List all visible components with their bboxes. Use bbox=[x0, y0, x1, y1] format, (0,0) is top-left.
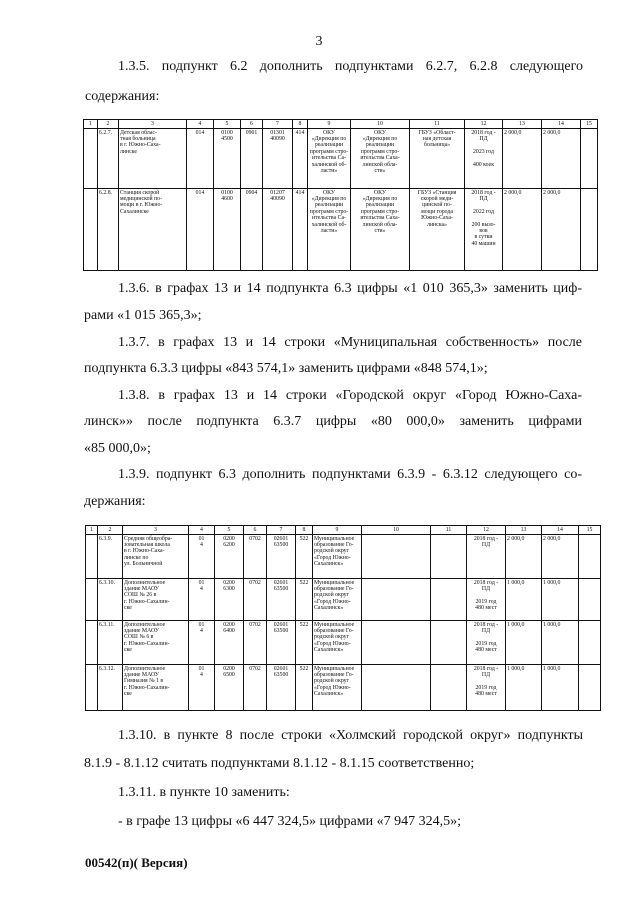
code-col-8: 522 bbox=[296, 665, 313, 711]
column-number-9: 9 bbox=[313, 526, 362, 535]
column-number-12: 12 bbox=[467, 526, 506, 535]
code-col-8: 522 bbox=[296, 535, 313, 579]
col-11-organization bbox=[431, 535, 467, 579]
col-10-organization bbox=[362, 579, 431, 621]
col-10-organization bbox=[362, 535, 431, 579]
table-row bbox=[84, 129, 598, 189]
object-name: Дополнительное здание МАОУ СОШ № 26 в г. Южно-Сахалин- ске bbox=[123, 579, 189, 621]
page-number: 3 bbox=[315, 34, 323, 49]
col-12-timeline: 2018 год - ПД bbox=[467, 535, 506, 579]
paragraph-1-3-11-item: - в графе 13 цифры «6 447 324,5» цифрами «7 947 324,5»; bbox=[118, 814, 461, 829]
col-14-amount: 1 000,0 bbox=[542, 621, 579, 665]
code-col-5: 0200 6200 bbox=[215, 535, 244, 579]
column-number-1: 1 bbox=[84, 120, 98, 129]
col-11-organization bbox=[431, 579, 467, 621]
code-col-4: 014 bbox=[187, 129, 214, 189]
paragraph-1-3-5-line-2: содержания: bbox=[85, 89, 160, 104]
code-col-5: 0200 6500 bbox=[215, 665, 244, 711]
table-row bbox=[86, 579, 601, 621]
column-number-9: 9 bbox=[308, 120, 351, 129]
code-col-4: 01 4 bbox=[189, 665, 215, 711]
paragraph-1-3-9-line-1: 1.3.9. подпункт 6.3 дополнить подпунктами 6.3.9 - 6.3.12 следующего со- bbox=[118, 467, 582, 482]
document-code-footer: 00542(п)( Версия) bbox=[85, 855, 188, 870]
column-number-10: 10 bbox=[362, 526, 431, 535]
paragraph-1-3-10-line-2: 8.1.9 - 8.1.12 считать подпунктами 8.1.12 - 8.1.15 соответственно; bbox=[84, 756, 475, 771]
col-15-value bbox=[581, 129, 598, 189]
object-name: Средняя общеобра- зовательная школа в г. Южно-Саха- линске по ул. Больничной bbox=[123, 535, 189, 579]
col-10-organization bbox=[362, 665, 431, 711]
table-subitems-6-2 bbox=[83, 119, 598, 271]
table-header-row bbox=[86, 526, 601, 535]
col-15-value bbox=[581, 189, 598, 271]
code-col-4: 01 4 bbox=[189, 579, 215, 621]
col-11-organization: ГБУЗ «Станция скорой меди- цинской по- мощи города Южно-Саха- линска» bbox=[410, 189, 465, 271]
code-col-7: 01301 40090 bbox=[263, 129, 293, 189]
column-number-13: 13 bbox=[503, 120, 542, 129]
paragraph-1-3-7-line-1: 1.3.7. в графах 13 и 14 строки «Муниципальная собственность» после bbox=[118, 335, 582, 350]
code-col-5: 0100 4600 bbox=[214, 189, 241, 271]
code-col-7: 02601 63500 bbox=[267, 535, 296, 579]
code-col-6: 0702 bbox=[244, 621, 267, 665]
column-number-11: 11 bbox=[410, 120, 465, 129]
code-col-6: 0702 bbox=[244, 535, 267, 579]
table-row bbox=[86, 665, 601, 711]
code-col-8: 522 bbox=[296, 621, 313, 665]
paragraph-1-3-9-line-2: держания: bbox=[84, 494, 146, 509]
paragraph-1-3-6-line-1: 1.3.6. в графах 13 и 14 подпункта 6.3 цифры «1 010 365,3» заменить циф- bbox=[118, 281, 582, 296]
item-number: 6.3.12. bbox=[98, 665, 123, 711]
col-12-timeline: 2018 год - ПД 2023 год 400 коек bbox=[465, 129, 503, 189]
column-number-4: 4 bbox=[187, 120, 214, 129]
code-col-7: 02601 63500 bbox=[267, 621, 296, 665]
column-number-5: 5 bbox=[214, 120, 241, 129]
object-name: Станция скорой медицинской по- мощи в г. Южно- Сахалинске bbox=[119, 189, 187, 271]
item-number: 6.3.9. bbox=[98, 535, 123, 579]
column-number-15: 15 bbox=[579, 526, 601, 535]
column-number-2: 2 bbox=[98, 526, 123, 535]
row-marker bbox=[84, 129, 98, 189]
col-14-amount: 2 000,0 bbox=[542, 535, 579, 579]
table-header-row bbox=[84, 120, 598, 129]
col-12-timeline: 2018 год - ПД 2022 год 200 вызо- вов в сутки 40 машин bbox=[465, 189, 503, 271]
col-12-timeline: 2018 год - ПД 2019 год 480 мест bbox=[467, 579, 506, 621]
col-15-value bbox=[579, 621, 601, 665]
row-marker bbox=[86, 535, 98, 579]
col-13-amount: 2 000,0 bbox=[503, 129, 542, 189]
column-number-6: 6 bbox=[241, 120, 263, 129]
column-number-6: 6 bbox=[244, 526, 267, 535]
column-number-2: 2 bbox=[98, 120, 119, 129]
code-col-5: 0200 6400 bbox=[215, 621, 244, 665]
paragraph-1-3-6-line-2: рами «1 015 365,3»; bbox=[84, 308, 202, 323]
column-number-14: 14 bbox=[542, 120, 581, 129]
column-number-4: 4 bbox=[189, 526, 215, 535]
column-number-7: 7 bbox=[263, 120, 293, 129]
code-col-7: 02601 63500 bbox=[267, 579, 296, 621]
col-15-value bbox=[579, 579, 601, 621]
row-marker bbox=[86, 579, 98, 621]
item-number: 6.2.7. bbox=[98, 129, 119, 189]
paragraph-1-3-7-line-2: подпункта 6.3.3 цифры «843 574,1» заменить цифрами «848 574,1»; bbox=[84, 361, 488, 376]
table-row bbox=[86, 535, 601, 579]
column-number-3: 3 bbox=[123, 526, 189, 535]
col-13-amount: 1 000,0 bbox=[506, 621, 542, 665]
paragraph-1-3-8-line-1: 1.3.8. в графах 13 и 14 строки «Городской округ «Город Южно-Саха- bbox=[118, 388, 582, 403]
code-col-7: 01207 40090 bbox=[263, 189, 293, 271]
col-14-amount: 2 000,0 bbox=[542, 189, 581, 271]
item-number: 6.3.11. bbox=[98, 621, 123, 665]
row-marker bbox=[84, 189, 98, 271]
item-number: 6.2.8. bbox=[98, 189, 119, 271]
column-number-11: 11 bbox=[431, 526, 467, 535]
col-15-value bbox=[579, 665, 601, 711]
code-col-4: 01 4 bbox=[189, 535, 215, 579]
col-9-organization: Муниципальное образование Го- родской округ «Город Южно- Сахалинск» bbox=[313, 579, 362, 621]
code-col-6: 0901 bbox=[241, 129, 263, 189]
code-col-5: 0200 6300 bbox=[215, 579, 244, 621]
object-name: Детская облас- тная больница в г. Южно-Саха- линске bbox=[119, 129, 187, 189]
row-marker bbox=[86, 665, 98, 711]
col-10-organization: ОКУ «Дирекция по реализации программ стро- ительства Саха- линской обла- сти» bbox=[351, 189, 410, 271]
column-number-5: 5 bbox=[215, 526, 244, 535]
table-row bbox=[86, 621, 601, 665]
col-13-amount: 1 000,0 bbox=[506, 665, 542, 711]
row-marker bbox=[86, 621, 98, 665]
col-9-organization: Муниципальное образование Го- родской округ «Город Южно- Сахалинск» bbox=[313, 621, 362, 665]
col-14-amount: 2 000,0 bbox=[542, 129, 581, 189]
col-9-organization: Муниципальное образование Го- родской округ «Город Южно- Сахалинск» bbox=[313, 535, 362, 579]
code-col-7: 02601 63500 bbox=[267, 665, 296, 711]
code-col-8: 414 bbox=[293, 129, 308, 189]
object-name: Дополнительное здание МАОУ Гимназия № 1 в г. Южно-Сахалин- ске bbox=[123, 665, 189, 711]
col-12-timeline: 2018 год - ПД 2019 год 480 мест bbox=[467, 621, 506, 665]
code-col-6: 0702 bbox=[244, 579, 267, 621]
column-number-12: 12 bbox=[465, 120, 503, 129]
paragraph-1-3-10-line-1: 1.3.10. в пункте 8 после строки «Холмский городской округ» подпункты bbox=[118, 728, 583, 743]
code-col-6: 0904 bbox=[241, 189, 263, 271]
column-number-15: 15 bbox=[581, 120, 598, 129]
code-col-4: 014 bbox=[187, 189, 214, 271]
column-number-8: 8 bbox=[293, 120, 308, 129]
object-name: Дополнительное здание МАОУ СОШ № 6 в г. Южно-Сахалин- ске bbox=[123, 621, 189, 665]
item-number: 6.3.10. bbox=[98, 579, 123, 621]
col-11-organization bbox=[431, 665, 467, 711]
col-9-organization: Муниципальное образование Го- родской округ «Город Южно- Сахалинск» bbox=[313, 665, 362, 711]
column-number-14: 14 bbox=[542, 526, 579, 535]
column-number-3: 3 bbox=[119, 120, 187, 129]
paragraph-1-3-5-line-1: 1.3.5. подпункт 6.2 дополнить подпунктами 6.2.7, 6.2.8 следующего bbox=[118, 59, 583, 74]
code-col-6: 0702 bbox=[244, 665, 267, 711]
col-10-organization bbox=[362, 621, 431, 665]
paragraph-1-3-8-line-3: «85 000,0»; bbox=[84, 441, 151, 456]
code-col-4: 01 4 bbox=[189, 621, 215, 665]
col-13-amount: 2 000,0 bbox=[503, 189, 542, 271]
table-subitems-6-3 bbox=[85, 525, 601, 711]
col-15-value bbox=[579, 535, 601, 579]
col-11-organization bbox=[431, 621, 467, 665]
column-number-8: 8 bbox=[296, 526, 313, 535]
column-number-1: 1 bbox=[86, 526, 98, 535]
col-12-timeline: 2018 год - ПД 2019 год 480 мест bbox=[467, 665, 506, 711]
column-number-10: 10 bbox=[351, 120, 410, 129]
col-14-amount: 1 000,0 bbox=[542, 665, 579, 711]
paragraph-1-3-11: 1.3.11. в пункте 10 заменить: bbox=[118, 785, 290, 800]
table-row bbox=[84, 189, 598, 271]
col-11-organization: ГБУЗ «Област- ная детская больница» bbox=[410, 129, 465, 189]
col-13-amount: 2 000,0 bbox=[506, 535, 542, 579]
code-col-8: 522 bbox=[296, 579, 313, 621]
column-number-7: 7 bbox=[267, 526, 296, 535]
column-number-13: 13 bbox=[506, 526, 542, 535]
col-13-amount: 1 000,0 bbox=[506, 579, 542, 621]
paragraph-1-3-8-line-2: линск»» после подпункта 6.3.7 цифры «80 000,0» заменить цифрами bbox=[84, 414, 582, 429]
code-col-5: 0100 4500 bbox=[214, 129, 241, 189]
col-10-organization: ОКУ «Дирекция по реализации программ стро- ительства Саха- линской обла- сти» bbox=[351, 129, 410, 189]
col-9-organization: ОКУ «Дирекция по реализации программ стро- ительства Са- халинской об- ласти» bbox=[308, 189, 351, 271]
code-col-8: 414 bbox=[293, 189, 308, 271]
col-9-organization: ОКУ «Дирекция по реализации программ стро- ительства Са- халинской об- ласти» bbox=[308, 129, 351, 189]
col-14-amount: 1 000,0 bbox=[542, 579, 579, 621]
